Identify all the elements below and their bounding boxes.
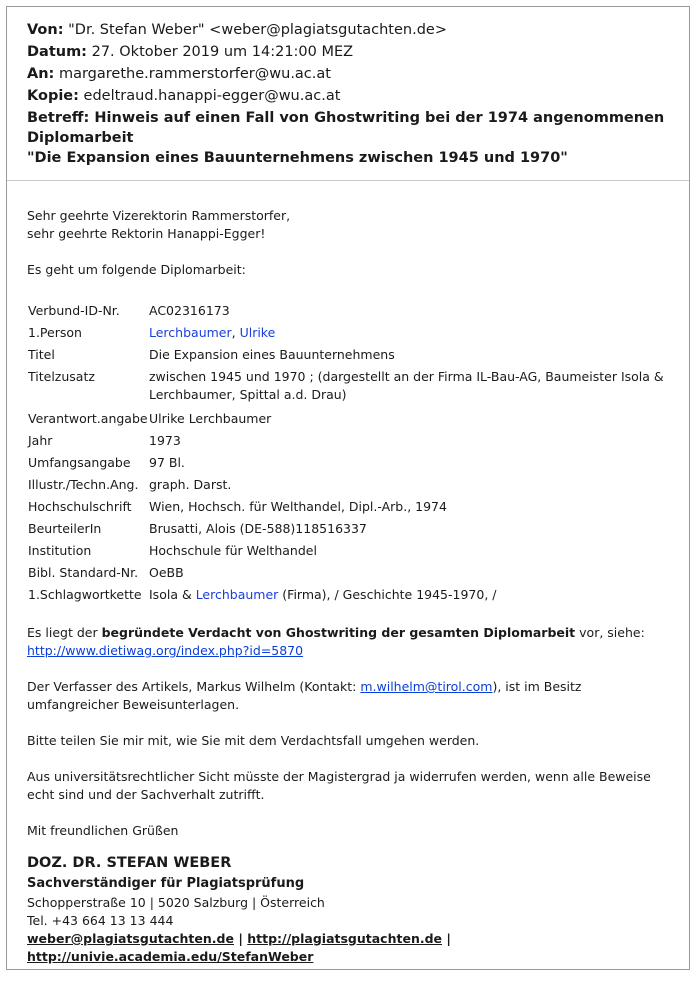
signature-email-link[interactable]: weber@plagiatsgutachten.de xyxy=(27,931,234,946)
cc-row xyxy=(27,85,689,107)
date-row xyxy=(27,41,689,63)
table-row xyxy=(28,322,677,344)
table-row xyxy=(28,408,677,430)
cc-label: Kopie: xyxy=(27,88,79,104)
suspicion-bold: begründete Verdacht von Ghostwriting der gesamten Diplomarbeit xyxy=(101,625,576,640)
schlag-link[interactable]: Lerchbaumer xyxy=(195,587,279,602)
table-row xyxy=(28,474,677,496)
record-value: 1973 xyxy=(149,433,181,448)
person-surname-link[interactable]: Lerchbaumer xyxy=(149,325,232,340)
record-value: Die Expansion eines Bauunternehmens xyxy=(149,347,395,362)
table-row xyxy=(28,452,677,474)
signature-separator: | xyxy=(233,931,248,946)
record-value: Wien, Hochsch. für Welthandel, Dipl.-Arb., 1974 xyxy=(149,499,447,514)
record-value: zwischen 1945 und 1970 ; (dargestellt an der Firma IL-Bau-AG, Baumeister Isola & Lerchbaumer, Spittal a.d. Drau) xyxy=(149,369,664,402)
record-value xyxy=(149,584,677,606)
table-row xyxy=(28,344,677,366)
signature-links xyxy=(27,930,677,966)
person-given-link[interactable]: Ulrike xyxy=(239,325,276,340)
record-value: OeBB xyxy=(149,565,184,580)
dietiwag-link[interactable]: http://www.dietiwag.org/index.php?id=5870 xyxy=(27,643,304,658)
to-label: An: xyxy=(27,66,55,82)
author-pre: Der Verfasser des Artikels, Markus Wilhelm (Kontakt: xyxy=(27,679,361,694)
subject-line2: "Die Expansion eines Bauunternehmens zwischen 1945 und 1970" xyxy=(27,150,568,166)
table-row xyxy=(28,540,677,562)
table-row xyxy=(28,562,677,584)
signature-phone: Tel. +43 664 13 13 444 xyxy=(27,913,174,928)
record-label: BeurteilerIn xyxy=(28,521,102,536)
greeting-line1: Sehr geehrte Vizerektorin Rammerstorfer, xyxy=(27,208,291,223)
author-paragraph xyxy=(27,678,677,714)
record-value: AC02316173 xyxy=(149,303,230,318)
record-label: 1.Person xyxy=(28,325,82,340)
table-row xyxy=(28,496,677,518)
schlag-suffix: (Firma), / Geschichte 1945-1970, / xyxy=(278,587,497,602)
record-value: Brusatti, Alois (DE-588)118516337 xyxy=(149,521,367,536)
table-row xyxy=(28,366,677,408)
greeting-line2: sehr geehrte Rektorin Hanappi-Egger! xyxy=(27,226,266,241)
cc-value[interactable]: edeltraud.hanappi-egger@wu.ac.at xyxy=(83,88,341,104)
record-value: Ulrike Lerchbaumer xyxy=(149,411,272,426)
signature-academia-link[interactable]: http://univie.academia.edu/StefanWeber xyxy=(27,949,314,964)
record-label: Verantwort.angabe xyxy=(28,411,148,426)
date-label: Datum: xyxy=(27,44,87,60)
subject-label: Betreff: xyxy=(27,110,90,126)
to-value[interactable]: margarethe.rammerstorfer@wu.ac.at xyxy=(58,66,331,82)
signature-role: Sachverständiger für Plagiatsprüfung xyxy=(27,876,305,891)
table-row xyxy=(28,430,677,452)
record-table xyxy=(28,300,677,606)
record-value: 97 Bl. xyxy=(149,455,185,470)
signature-website-link[interactable]: http://plagiatsgutachten.de xyxy=(247,931,443,946)
to-row xyxy=(27,63,689,85)
record-label: Jahr xyxy=(28,433,53,448)
person-separator: , xyxy=(231,325,240,340)
table-row xyxy=(28,518,677,540)
record-value: Hochschule für Welthandel xyxy=(149,543,317,558)
closing-text: Mit freundlichen Grüßen xyxy=(27,823,179,838)
record-label: Titelzusatz xyxy=(28,369,95,384)
from-value[interactable]: "Dr. Stefan Weber" <weber@plagiatsgutachten.de> xyxy=(68,22,447,38)
suspicion-post: vor, siehe: xyxy=(575,625,645,640)
date-value: 27. Oktober 2019 um 14:21:00 MEZ xyxy=(91,44,354,60)
suspicion-pre: Es liegt der xyxy=(27,625,102,640)
record-value xyxy=(149,322,677,344)
record-value: graph. Darst. xyxy=(149,477,232,492)
record-label: Institution xyxy=(28,543,92,558)
contact-email-link[interactable]: m.wilhelm@tirol.com xyxy=(360,679,493,694)
subject-line1: Hinweis auf einen Fall von Ghostwriting bei der 1974 angenommenen Diplomarbeit xyxy=(27,110,665,146)
signature-address: Schopperstraße 10 | 5020 Salzburg | Österreich xyxy=(27,895,325,910)
signature-separator: | xyxy=(442,931,451,946)
email-frame xyxy=(6,6,690,970)
table-row xyxy=(28,300,677,322)
record-label: Titel xyxy=(28,347,55,362)
record-label: Illustr./Techn.Ang. xyxy=(28,477,139,492)
subject-row xyxy=(27,108,689,168)
from-row xyxy=(27,19,689,41)
email-body xyxy=(27,207,677,966)
from-label: Von: xyxy=(27,22,64,38)
author-post: ), ist im Besitz umfangreicher Beweisunterlagen. xyxy=(27,679,582,712)
table-row xyxy=(28,584,677,606)
record-label: Bibl. Standard-Nr. xyxy=(28,565,139,580)
legal-paragraph: Aus universitätsrechtlicher Sicht müsste der Magistergrad ja widerrufen werden, wenn alle Beweise echt sind und der Sachverhalt zutrifft. xyxy=(27,769,651,802)
schlag-prefix: Isola & xyxy=(149,587,196,602)
intro-text: Es geht um folgende Diplomarbeit: xyxy=(27,262,246,277)
record-label: Hochschulschrift xyxy=(28,499,132,514)
signature-name: DOZ. DR. STEFAN WEBER xyxy=(27,855,232,871)
record-label: Umfangsangabe xyxy=(28,455,131,470)
record-label: 1.Schlagwortkette xyxy=(28,587,142,602)
record-label: Verbund-ID-Nr. xyxy=(28,303,120,318)
request-paragraph: Bitte teilen Sie mir mit, wie Sie mit dem Verdachtsfall umgehen werden. xyxy=(27,733,480,748)
suspicion-paragraph xyxy=(27,624,677,660)
email-header xyxy=(7,7,689,181)
